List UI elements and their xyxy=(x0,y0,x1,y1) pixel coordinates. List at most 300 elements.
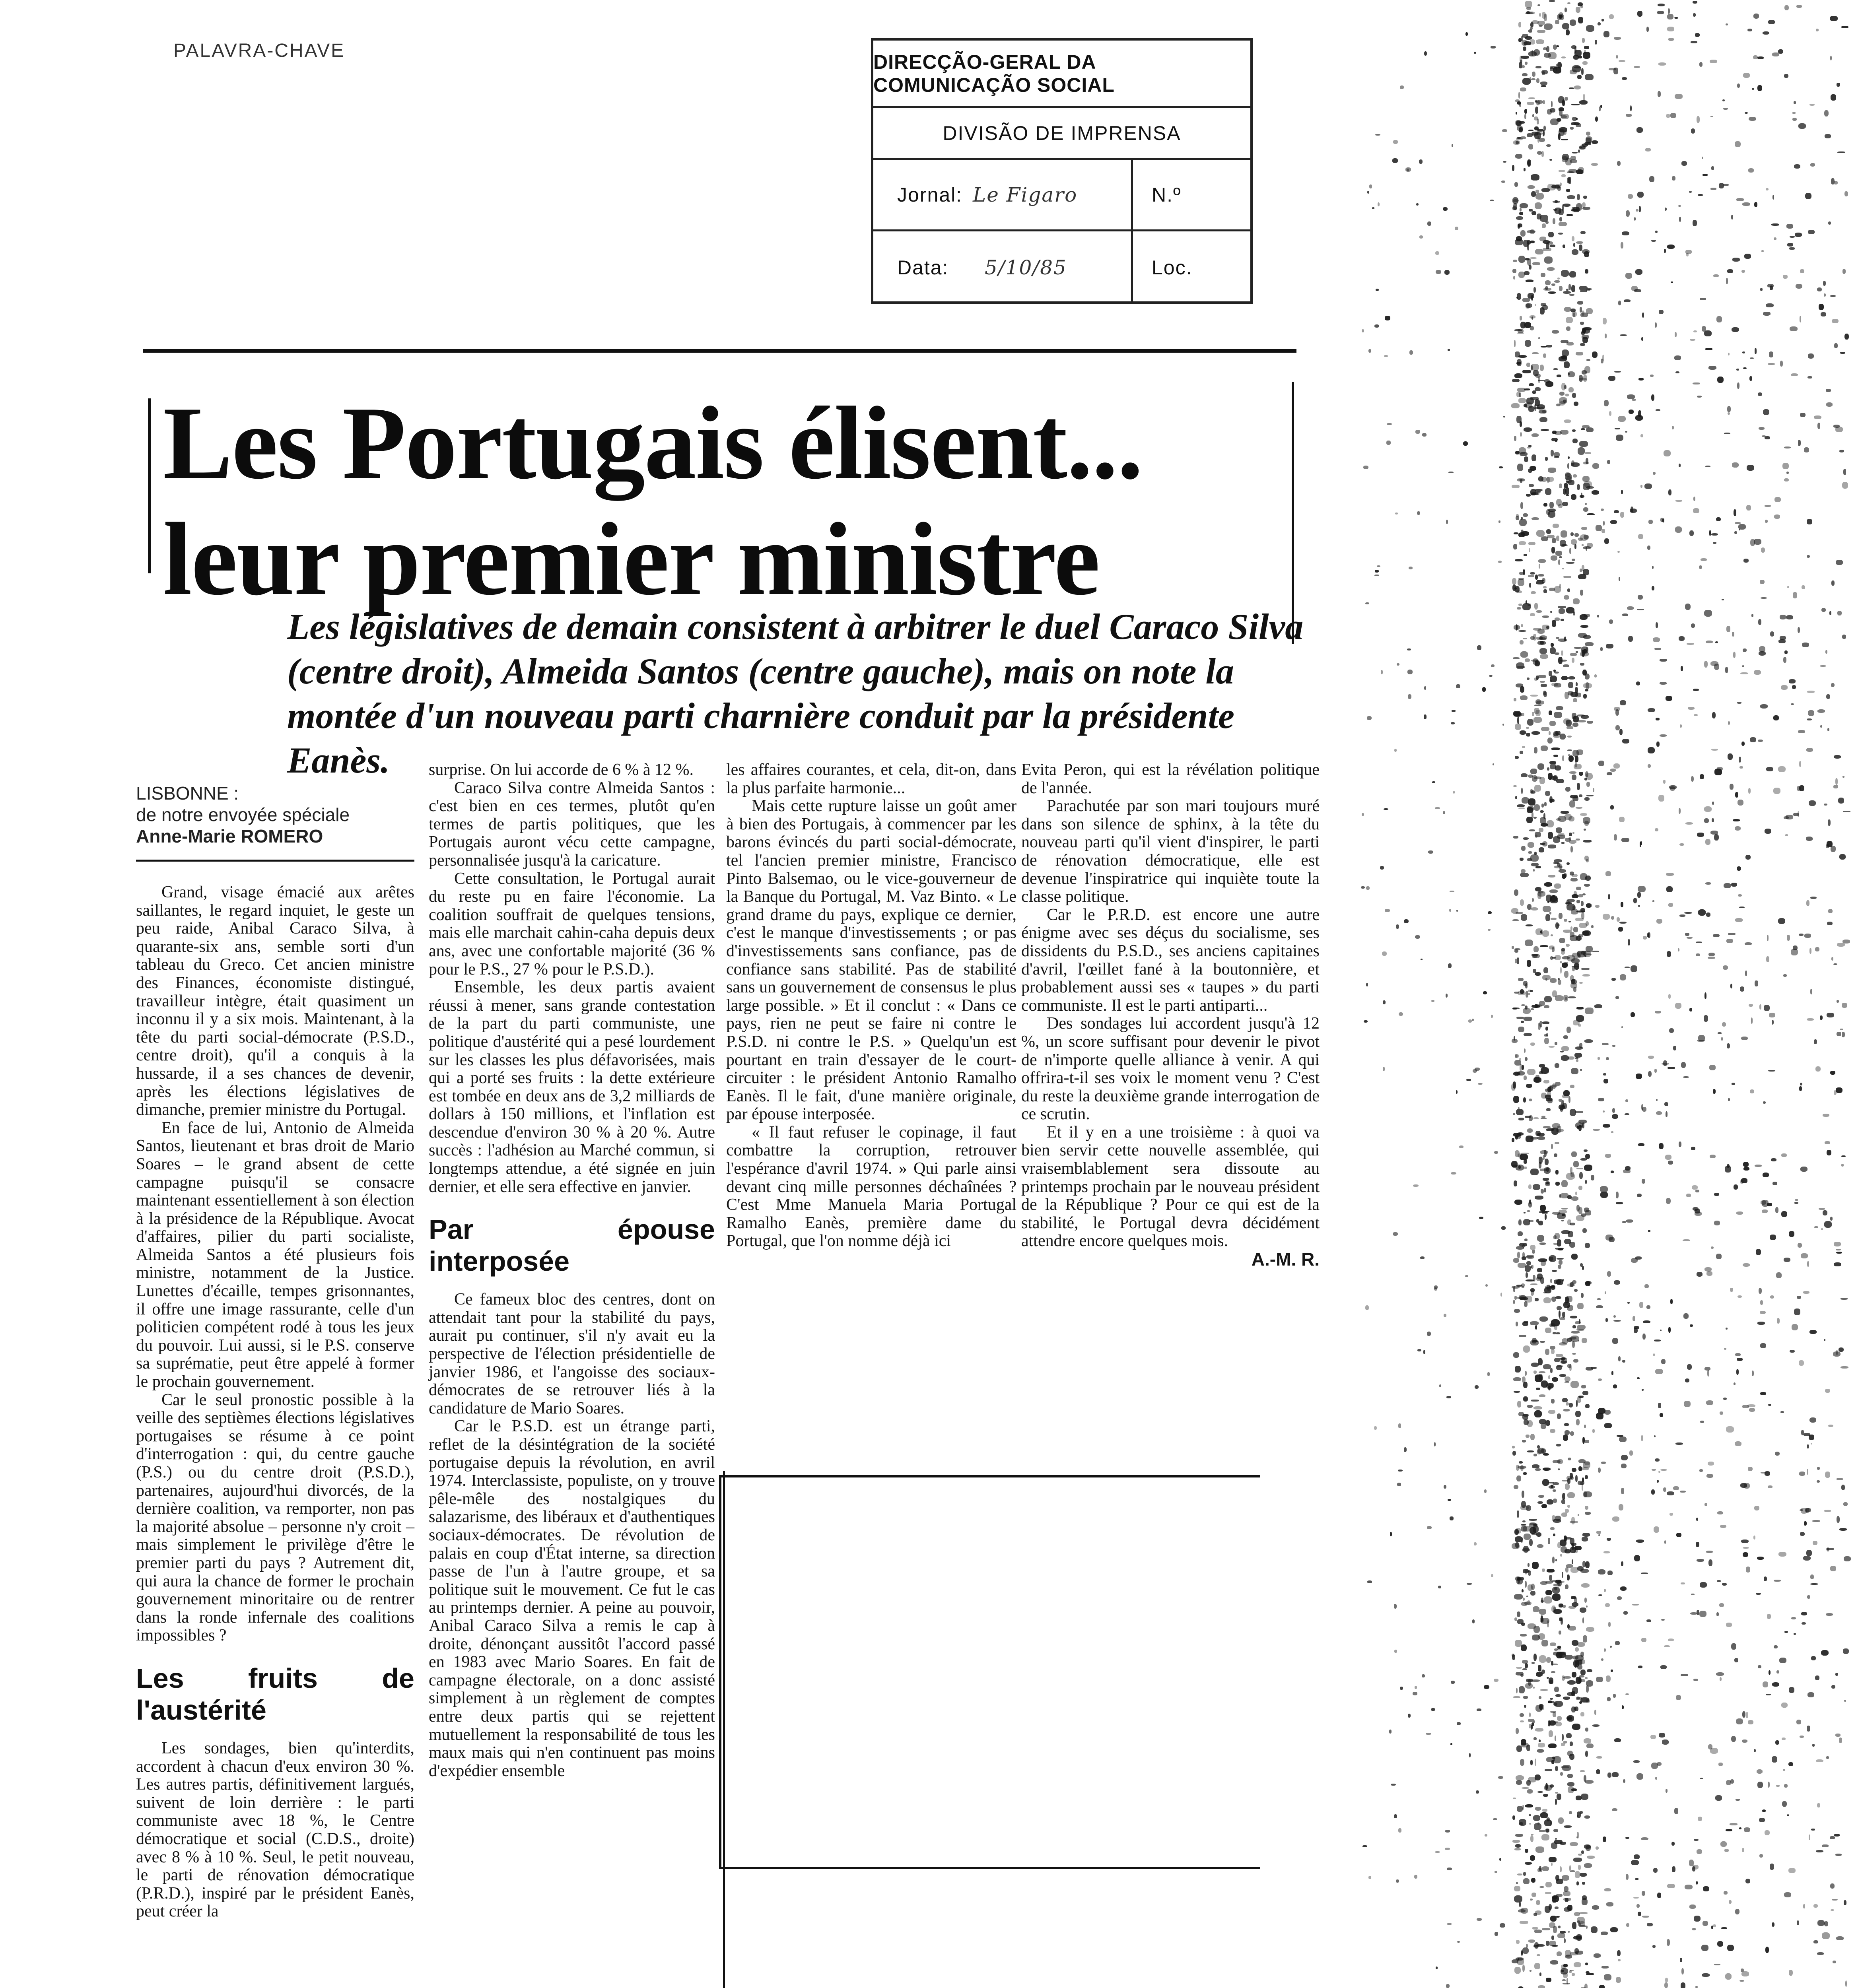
scan-speck xyxy=(1540,843,1546,845)
scan-speck xyxy=(1568,1786,1574,1793)
scan-speck xyxy=(1828,819,1830,826)
scan-speck xyxy=(1717,377,1723,383)
scan-speck xyxy=(1556,779,1565,783)
scan-speck xyxy=(1631,1860,1639,1865)
scan-speck xyxy=(1787,935,1790,941)
scan-speck xyxy=(1654,1435,1656,1437)
scan-speck xyxy=(1733,652,1736,658)
scan-speck xyxy=(1604,1648,1606,1652)
scan-speck xyxy=(1816,1759,1823,1763)
scan-speck xyxy=(1365,602,1369,604)
scan-speck xyxy=(1515,1054,1518,1058)
scan-speck xyxy=(1658,1403,1661,1408)
scan-speck xyxy=(1532,775,1537,782)
scan-speck xyxy=(1584,535,1589,540)
col2-paragraph: Cette consultation, le Portugal aurait du reste pu en faire l'économie. La coalition souffrait de quelques tensions, mais elle marchait cahin-caha depuis deux ans, avec une confortable majorité (36 % pour le P.S., 27 % pour le P.S.D.). xyxy=(429,869,715,978)
scan-speck xyxy=(1796,1720,1801,1724)
scan-speck xyxy=(1555,1799,1557,1805)
scan-speck xyxy=(1586,25,1594,32)
scan-speck xyxy=(1844,1556,1851,1561)
scan-speck xyxy=(1556,637,1559,639)
scan-speck xyxy=(1731,1643,1736,1649)
scan-speck xyxy=(1576,1881,1578,1885)
scan-speck xyxy=(1811,1829,1815,1830)
scan-speck xyxy=(1697,1610,1699,1615)
scan-speck xyxy=(1514,532,1518,534)
scan-speck xyxy=(1552,538,1556,543)
scan-speck xyxy=(1798,811,1799,817)
scan-speck xyxy=(1758,740,1763,742)
scan-speck xyxy=(1565,1655,1573,1660)
scan-speck xyxy=(1842,482,1848,489)
scan-speck xyxy=(1574,1289,1578,1292)
column-3 xyxy=(726,761,1016,1250)
scan-speck xyxy=(1766,1694,1771,1695)
scan-speck xyxy=(1807,1018,1814,1020)
scan-speck xyxy=(1424,51,1427,56)
dateline xyxy=(136,782,414,847)
scan-speck xyxy=(1522,1244,1525,1247)
scan-speck xyxy=(1569,548,1571,554)
scan-speck xyxy=(1621,1488,1624,1494)
scan-speck xyxy=(1535,249,1543,254)
scan-speck xyxy=(1586,138,1591,144)
scan-speck xyxy=(1585,1243,1590,1248)
scan-speck xyxy=(1529,1724,1531,1728)
scan-speck xyxy=(1531,591,1536,594)
scan-speck xyxy=(1540,365,1544,371)
scan-speck xyxy=(1393,140,1398,144)
scan-speck xyxy=(1668,1067,1675,1069)
scan-speck xyxy=(1784,1631,1788,1633)
scan-speck xyxy=(1638,534,1643,539)
scan-speck xyxy=(1620,334,1627,336)
scan-speck xyxy=(1728,721,1730,725)
scan-speck xyxy=(1804,1433,1810,1436)
scan-speck xyxy=(1585,1677,1588,1679)
scan-speck xyxy=(1551,1399,1555,1404)
scan-speck xyxy=(1546,1098,1552,1101)
scan-speck xyxy=(1611,1371,1613,1375)
scan-speck xyxy=(1554,859,1563,862)
scan-speck xyxy=(1427,221,1431,226)
scan-speck xyxy=(1599,1985,1605,1988)
scan-speck xyxy=(1446,1396,1451,1398)
scan-speck xyxy=(1747,1404,1755,1407)
scan-speck xyxy=(1608,1622,1611,1627)
stamp-data-row xyxy=(873,231,1250,304)
scan-speck xyxy=(1563,1891,1570,1896)
scan-speck xyxy=(1520,1634,1527,1637)
scan-speck xyxy=(1570,1085,1574,1088)
scan-speck xyxy=(1570,1521,1578,1523)
scan-speck xyxy=(1658,4,1665,7)
scan-speck xyxy=(1553,1829,1559,1832)
scan-speck xyxy=(1601,529,1605,534)
col4-paragraph: Des sondages lui accordent jusqu'à 12 %, un score suffisant pour devenir le pivot de n'importe quelle alliance à venir. A qui offrira-t-il ses voix le moment venu ? C'est du reste la deuxième grande interrogation de ce scrutin. xyxy=(1021,1014,1320,1124)
scan-speck xyxy=(1624,299,1631,302)
scan-speck xyxy=(1577,301,1583,305)
scan-speck xyxy=(1554,586,1561,593)
scan-speck xyxy=(1642,1389,1644,1391)
scan-speck xyxy=(1808,353,1814,359)
scan-speck xyxy=(1579,1172,1583,1179)
scan-speck xyxy=(1517,1611,1521,1617)
scan-speck xyxy=(1802,643,1809,647)
scan-speck xyxy=(1696,1518,1698,1521)
scan-speck xyxy=(1576,651,1578,653)
scan-speck xyxy=(1574,123,1576,125)
scan-speck xyxy=(1571,1254,1578,1260)
scan-speck xyxy=(1743,367,1746,369)
scan-speck xyxy=(1580,625,1588,628)
scan-speck xyxy=(1658,1471,1660,1473)
scan-speck xyxy=(1468,1019,1472,1023)
scan-speck xyxy=(1532,1927,1538,1930)
scan-speck xyxy=(1514,1886,1520,1891)
scan-speck xyxy=(1558,1265,1561,1268)
scan-speck xyxy=(1584,884,1590,887)
scan-speck xyxy=(1781,1153,1786,1157)
scan-speck xyxy=(1535,374,1541,378)
scan-speck xyxy=(1560,1772,1563,1776)
scan-speck xyxy=(1580,5,1583,8)
scan-speck xyxy=(1514,1967,1521,1974)
scan-speck xyxy=(1656,1111,1662,1115)
scan-speck xyxy=(1580,307,1582,312)
scan-speck xyxy=(1535,1196,1543,1200)
scan-speck xyxy=(1523,1345,1530,1352)
scan-speck xyxy=(1514,889,1518,896)
scan-speck xyxy=(1582,425,1590,428)
scan-speck xyxy=(1794,1309,1800,1315)
scan-speck xyxy=(1514,948,1520,950)
scan-speck xyxy=(1723,965,1728,970)
scan-speck xyxy=(1750,737,1756,742)
scan-speck xyxy=(1530,769,1537,774)
scan-speck xyxy=(1515,559,1523,561)
scan-speck xyxy=(1535,710,1540,716)
scan-speck xyxy=(1745,971,1747,976)
scan-speck xyxy=(1652,586,1654,590)
scan-speck xyxy=(1734,1658,1738,1662)
scan-speck xyxy=(1538,1985,1545,1988)
scan-speck xyxy=(1528,160,1530,167)
scan-speck xyxy=(1592,351,1598,358)
scan-speck xyxy=(1544,1005,1549,1008)
scan-speck xyxy=(1527,960,1531,967)
scan-speck xyxy=(1394,749,1397,752)
scan-speck xyxy=(1598,1057,1600,1060)
scan-speck xyxy=(1532,114,1534,117)
scan-speck xyxy=(1641,1837,1649,1840)
scan-speck xyxy=(1525,1663,1528,1669)
scan-speck xyxy=(1540,1169,1547,1171)
scan-speck xyxy=(1800,1167,1807,1172)
scan-speck xyxy=(1570,19,1576,26)
scan-speck xyxy=(1570,1172,1574,1177)
scan-speck xyxy=(1491,664,1495,667)
scan-speck xyxy=(1378,202,1380,207)
scan-speck xyxy=(1535,1807,1541,1811)
scan-speck xyxy=(1583,94,1585,101)
scan-speck xyxy=(1363,466,1368,469)
scan-speck xyxy=(1708,957,1716,959)
scan-speck xyxy=(1520,858,1524,861)
scan-speck xyxy=(1559,556,1562,558)
scan-speck xyxy=(1598,1534,1600,1536)
scan-speck xyxy=(1605,1235,1613,1241)
scan-speck xyxy=(1614,371,1621,373)
scan-speck xyxy=(1545,1581,1553,1584)
scan-speck xyxy=(1536,1219,1539,1223)
scan-speck xyxy=(1423,1350,1425,1354)
scan-speck xyxy=(1586,795,1594,796)
scan-speck xyxy=(1554,883,1561,889)
scan-speck xyxy=(1549,1255,1556,1262)
scan-speck xyxy=(1807,1726,1810,1732)
scan-speck xyxy=(1576,1007,1584,1010)
scan-speck xyxy=(1513,1377,1521,1381)
scan-speck xyxy=(1520,421,1522,427)
scan-speck xyxy=(1566,720,1572,726)
scan-speck xyxy=(1799,761,1802,767)
scan-speck xyxy=(1698,194,1703,196)
scan-speck xyxy=(1578,1340,1580,1342)
scan-speck xyxy=(1643,1320,1650,1323)
scan-speck xyxy=(1557,1794,1561,1800)
scan-speck xyxy=(1752,1371,1754,1376)
scan-speck xyxy=(1763,31,1769,35)
scan-speck xyxy=(1552,1557,1555,1563)
scan-speck xyxy=(1815,1066,1820,1072)
scan-speck xyxy=(1526,494,1531,497)
scan-speck xyxy=(1834,181,1838,184)
scan-speck xyxy=(1544,882,1552,887)
scan-speck xyxy=(1762,1809,1766,1813)
scan-speck xyxy=(1616,55,1618,59)
scan-speck xyxy=(1562,1572,1563,1578)
scan-speck xyxy=(1566,1476,1573,1480)
scan-speck xyxy=(1772,52,1779,56)
scan-speck xyxy=(1652,900,1654,902)
scan-speck xyxy=(1563,291,1571,294)
scan-speck xyxy=(1705,348,1712,350)
scan-speck xyxy=(1787,1814,1789,1816)
scan-speck xyxy=(1667,951,1671,957)
scan-speck xyxy=(1832,1899,1838,1901)
scan-speck xyxy=(1614,510,1619,513)
scan-speck xyxy=(1809,1417,1817,1423)
scan-speck xyxy=(1592,1905,1599,1910)
scan-speck xyxy=(1583,1635,1587,1642)
scan-speck xyxy=(1600,647,1603,651)
scan-speck xyxy=(1584,1738,1591,1743)
scan-speck xyxy=(1601,509,1604,511)
scan-speck xyxy=(1623,1779,1626,1783)
scan-speck xyxy=(1548,1743,1557,1748)
col2-paragraph: Caraco Silva contre Almeida Santos : c'est bien en ces termes, plutôt qu'en termes de partis politiques, que les Portugais auront vécu cette campagne, personnalisée jusqu'à la caricature. xyxy=(429,779,715,870)
scan-speck xyxy=(1837,1516,1840,1523)
scan-speck xyxy=(1537,763,1544,770)
scan-speck xyxy=(1693,330,1697,332)
scan-speck xyxy=(1543,1080,1549,1083)
scan-speck xyxy=(1500,1923,1505,1928)
scan-speck xyxy=(1534,705,1541,706)
scan-speck xyxy=(1627,394,1634,399)
scan-speck xyxy=(1530,39,1535,45)
scan-speck xyxy=(1696,942,1702,943)
scan-speck xyxy=(1636,1773,1643,1780)
scan-speck xyxy=(1570,653,1577,656)
scan-speck xyxy=(1583,546,1592,549)
scan-speck xyxy=(1735,918,1743,922)
scan-speck xyxy=(1817,423,1820,429)
scan-speck xyxy=(1568,284,1571,290)
scan-speck xyxy=(1613,1320,1621,1322)
scan-speck xyxy=(1522,1965,1525,1972)
scan-speck xyxy=(1669,1513,1673,1516)
scan-speck xyxy=(1512,946,1514,949)
scan-speck xyxy=(1578,1854,1582,1856)
scan-speck xyxy=(1573,1656,1578,1660)
scan-speck xyxy=(1537,100,1543,104)
scan-speck xyxy=(1524,271,1530,275)
scan-speck xyxy=(1561,1180,1568,1187)
scan-speck xyxy=(1609,68,1616,70)
scan-speck xyxy=(1723,184,1729,186)
scan-speck xyxy=(1804,1521,1806,1526)
scan-speck xyxy=(1519,1686,1524,1693)
scan-speck xyxy=(1561,340,1568,343)
scan-speck xyxy=(1817,1952,1824,1955)
scan-speck xyxy=(1518,978,1523,982)
scan-speck xyxy=(1533,49,1540,56)
scan-speck xyxy=(1586,1627,1594,1632)
scan-speck xyxy=(1685,822,1693,825)
scan-speck xyxy=(1529,383,1533,386)
scan-speck xyxy=(1567,1505,1570,1508)
scan-speck xyxy=(1526,1745,1530,1751)
scan-speck xyxy=(1697,1849,1702,1854)
scan-speck xyxy=(1495,1871,1497,1873)
scan-speck xyxy=(1739,1827,1741,1829)
scan-speck xyxy=(1830,1071,1835,1075)
scan-speck xyxy=(1784,478,1788,481)
scan-speck xyxy=(1625,1837,1629,1839)
scan-speck xyxy=(1582,670,1587,676)
scan-speck xyxy=(1598,1468,1601,1473)
scan-speck xyxy=(1826,402,1833,407)
scan-speck xyxy=(1413,1184,1419,1187)
scan-speck xyxy=(1668,1161,1673,1165)
scan-speck xyxy=(1715,1795,1722,1801)
scan-speck xyxy=(1744,254,1751,259)
scan-speck xyxy=(1824,293,1826,297)
scan-speck xyxy=(1525,658,1530,662)
scan-speck xyxy=(1716,1254,1721,1259)
scan-speck xyxy=(1517,332,1524,334)
scan-speck xyxy=(1620,1586,1627,1591)
scan-speck xyxy=(1825,1389,1830,1393)
scan-speck xyxy=(1518,256,1526,263)
scan-speck xyxy=(1560,961,1562,963)
scan-speck xyxy=(1586,1926,1588,1929)
scan-speck xyxy=(1536,78,1539,83)
scan-speck xyxy=(1582,249,1590,254)
scan-speck xyxy=(1731,215,1733,219)
scan-speck xyxy=(1839,854,1846,860)
scan-speck xyxy=(1520,1713,1524,1717)
scan-speck xyxy=(1573,612,1575,615)
scan-speck xyxy=(1790,1350,1795,1353)
stamp-data-handwritten: 5/10/85 xyxy=(985,256,1067,279)
column-1 xyxy=(136,883,414,1921)
scan-speck xyxy=(1550,680,1552,682)
scan-speck xyxy=(1621,490,1623,495)
scan-speck xyxy=(1714,834,1719,841)
scan-speck xyxy=(1515,724,1521,730)
scan-speck xyxy=(1533,946,1538,952)
scan-speck xyxy=(1641,337,1643,341)
scan-speck xyxy=(1826,1548,1834,1551)
scan-speck xyxy=(1714,769,1722,775)
scan-speck xyxy=(1710,60,1717,63)
scan-speck xyxy=(1531,78,1535,80)
scan-speck xyxy=(1574,764,1582,769)
scan-speck xyxy=(1683,1313,1689,1318)
scan-speck xyxy=(1559,1260,1563,1265)
scan-speck xyxy=(1361,886,1365,889)
scan-speck xyxy=(1614,1280,1620,1285)
scan-speck xyxy=(1550,978,1557,983)
scan-speck xyxy=(1571,1691,1575,1696)
scan-speck xyxy=(1533,1184,1540,1190)
scan-speck xyxy=(1542,410,1547,414)
scan-speck xyxy=(1765,505,1771,507)
scan-speck xyxy=(1596,1413,1604,1419)
scan-speck xyxy=(1542,1809,1547,1811)
scan-speck xyxy=(1580,322,1584,325)
scan-speck xyxy=(1576,887,1581,890)
scan-speck xyxy=(1619,729,1623,735)
scan-speck xyxy=(1673,1486,1679,1490)
scan-speck xyxy=(1394,1814,1397,1818)
scan-speck xyxy=(1516,141,1519,144)
scan-speck xyxy=(1580,343,1585,346)
scan-speck xyxy=(1444,1485,1446,1489)
scan-speck xyxy=(1817,1803,1820,1807)
scan-speck xyxy=(1644,483,1652,489)
scan-speck xyxy=(1674,355,1681,360)
scan-speck xyxy=(1552,620,1556,627)
scan-speck xyxy=(1584,1491,1592,1497)
scan-speck xyxy=(1638,1143,1644,1146)
scan-speck xyxy=(1561,530,1567,538)
scan-speck xyxy=(1514,1594,1523,1600)
scan-speck xyxy=(1631,286,1638,291)
scan-speck xyxy=(1540,945,1548,947)
scan-speck xyxy=(1582,38,1585,43)
scan-speck xyxy=(1555,1063,1559,1068)
scan-speck xyxy=(1538,1495,1544,1498)
scan-speck xyxy=(1667,1939,1670,1946)
scan-speck xyxy=(1724,883,1732,889)
scan-speck xyxy=(1728,933,1736,935)
scan-speck xyxy=(1579,100,1588,105)
scan-speck xyxy=(1541,151,1544,157)
scan-speck xyxy=(1516,1940,1519,1944)
